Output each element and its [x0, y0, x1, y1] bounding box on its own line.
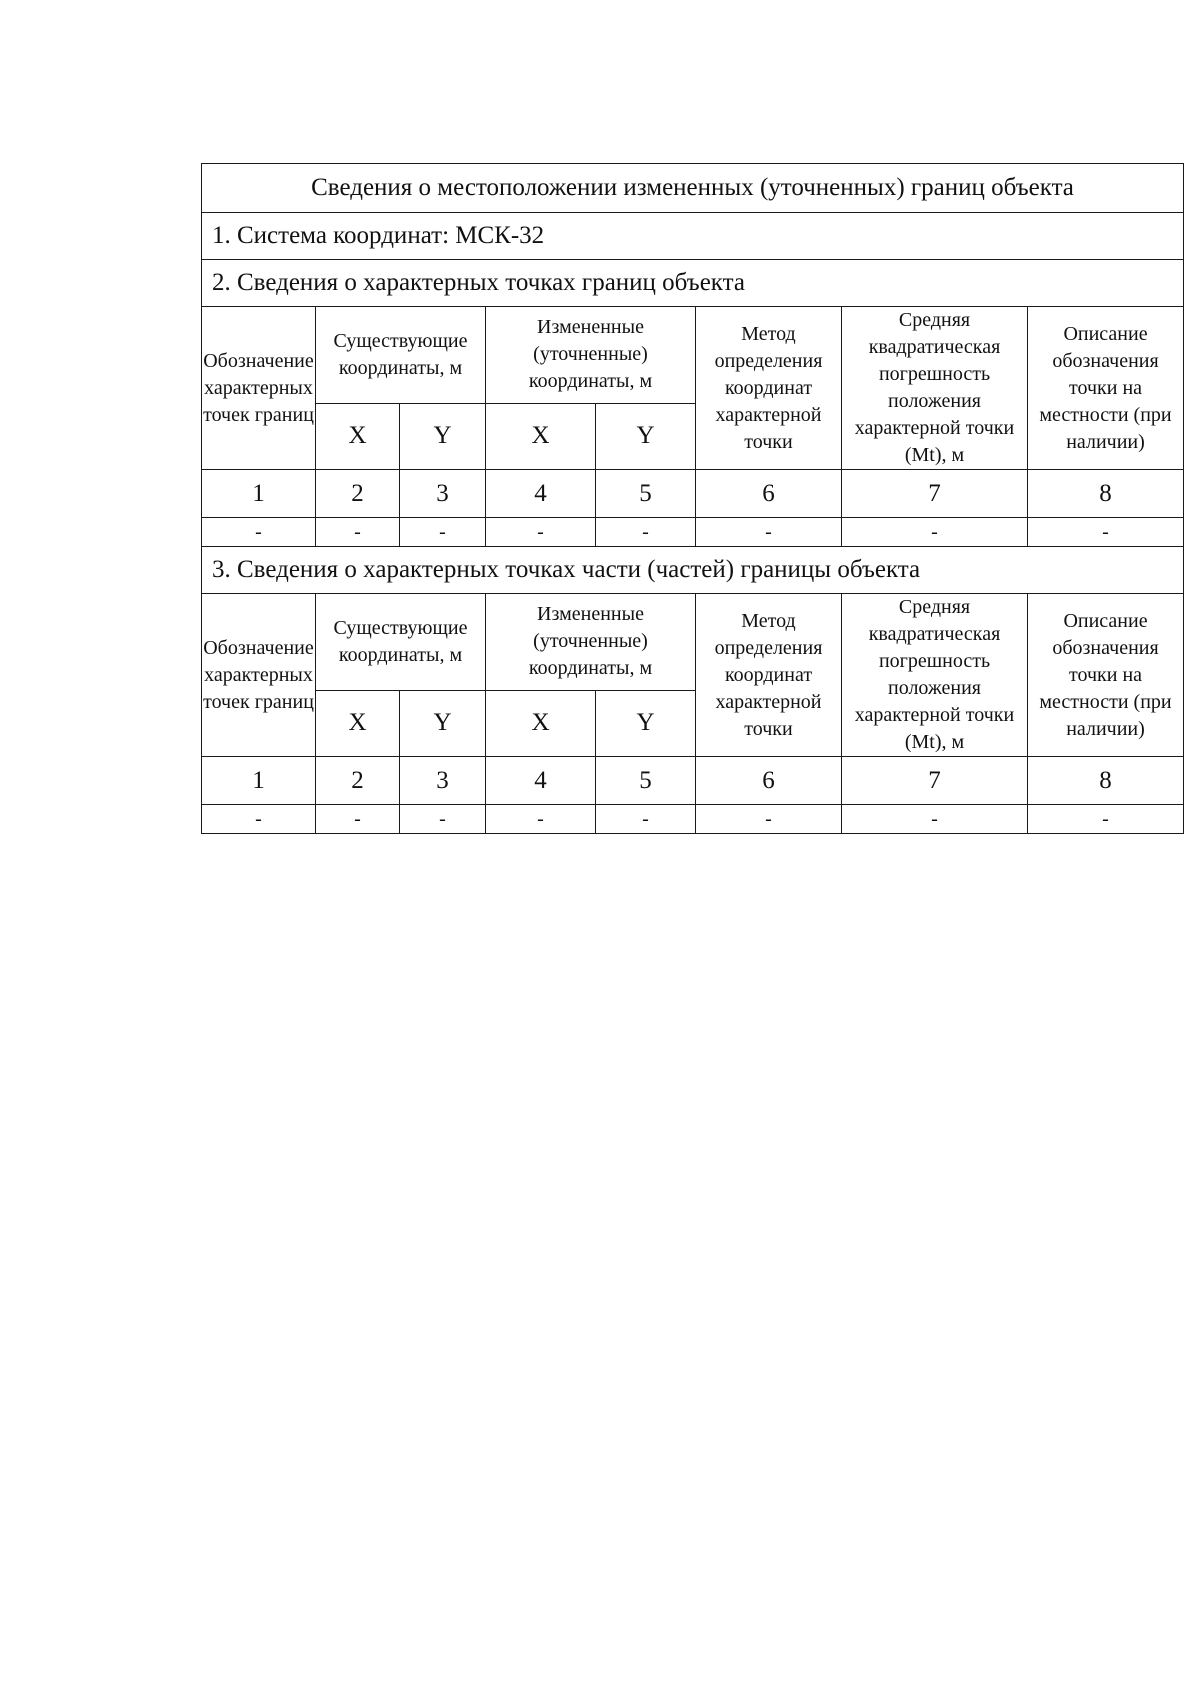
column-header-row	[202, 594, 1184, 691]
table-title: Сведения о местоположении измененных (уточненных) границ объекта	[202, 164, 1184, 213]
col-header-description: Описание обозначения точки на местности (при наличии)	[1028, 594, 1184, 757]
table-cell: -	[202, 805, 316, 834]
col-header-description: Описание обозначения точки на местности (при наличии)	[1028, 307, 1184, 470]
column-numbering-row	[202, 757, 1184, 805]
col-header-existing-x: X	[316, 403, 400, 469]
col-header-point-designation: Обозначение характерных точек границ	[202, 307, 316, 470]
col-header-changed-x: X	[486, 690, 596, 756]
col-header-method: Метод определения координат характерной точки	[696, 307, 842, 470]
table-cell: -	[202, 518, 316, 547]
column-number: 7	[842, 470, 1028, 518]
col-header-existing-coords: Существующие координаты, м	[316, 307, 486, 404]
column-number: 5	[596, 757, 696, 805]
column-header-row	[202, 307, 1184, 404]
col-header-method: Метод определения координат характерной точки	[696, 594, 842, 757]
table-cell: -	[400, 805, 486, 834]
col-header-changed-y: Y	[596, 403, 696, 469]
col-header-changed-y: Y	[596, 690, 696, 756]
column-number: 1	[202, 757, 316, 805]
col-header-mean-error: Средняя квадратическая погрешность положения характерной точки (Mt), м	[842, 594, 1028, 757]
table-cell: -	[596, 518, 696, 547]
column-number: 8	[1028, 470, 1184, 518]
title-row	[202, 164, 1184, 213]
column-number: 8	[1028, 757, 1184, 805]
column-numbering-row	[202, 470, 1184, 518]
col-header-changed-x: X	[486, 403, 596, 469]
table-cell: -	[1028, 805, 1184, 834]
section-heading-row	[202, 547, 1184, 594]
column-number: 4	[486, 757, 596, 805]
column-number: 3	[400, 757, 486, 805]
table-cell: -	[1028, 518, 1184, 547]
col-header-existing-y: Y	[400, 403, 486, 469]
table-cell: -	[596, 805, 696, 834]
table-cell: -	[842, 805, 1028, 834]
table-cell: -	[316, 805, 400, 834]
table-row	[202, 805, 1184, 834]
section-heading: 3. Сведения о характерных точках части (частей) границы объекта	[202, 547, 1184, 594]
column-number: 4	[486, 470, 596, 518]
column-number: 3	[400, 470, 486, 518]
column-number: 5	[596, 470, 696, 518]
col-header-existing-coords: Существующие координаты, м	[316, 594, 486, 691]
table-cell: -	[486, 805, 596, 834]
coord-system: 1. Система координат: МСК-32	[202, 213, 1184, 260]
col-header-existing-x: X	[316, 690, 400, 756]
table-cell: -	[486, 518, 596, 547]
boundary-points-table	[201, 163, 1184, 834]
column-number: 6	[696, 757, 842, 805]
col-header-changed-coords: Измененные (уточненные) координаты, м	[486, 594, 696, 691]
table-body	[202, 164, 1184, 834]
coord-system-row	[202, 213, 1184, 260]
col-header-existing-y: Y	[400, 690, 486, 756]
table-row	[202, 518, 1184, 547]
table-cell: -	[696, 805, 842, 834]
column-number: 1	[202, 470, 316, 518]
section-heading-row	[202, 260, 1184, 307]
col-header-point-designation: Обозначение характерных точек границ	[202, 594, 316, 757]
col-header-mean-error: Средняя квадратическая погрешность положения характерной точки (Mt), м	[842, 307, 1028, 470]
section-heading: 2. Сведения о характерных точках границ объекта	[202, 260, 1184, 307]
table-cell: -	[696, 518, 842, 547]
column-number: 7	[842, 757, 1028, 805]
column-number: 6	[696, 470, 842, 518]
table-cell: -	[316, 518, 400, 547]
table-cell: -	[400, 518, 486, 547]
column-number: 2	[316, 757, 400, 805]
column-number: 2	[316, 470, 400, 518]
col-header-changed-coords: Измененные (уточненные) координаты, м	[486, 307, 696, 404]
table-cell: -	[842, 518, 1028, 547]
